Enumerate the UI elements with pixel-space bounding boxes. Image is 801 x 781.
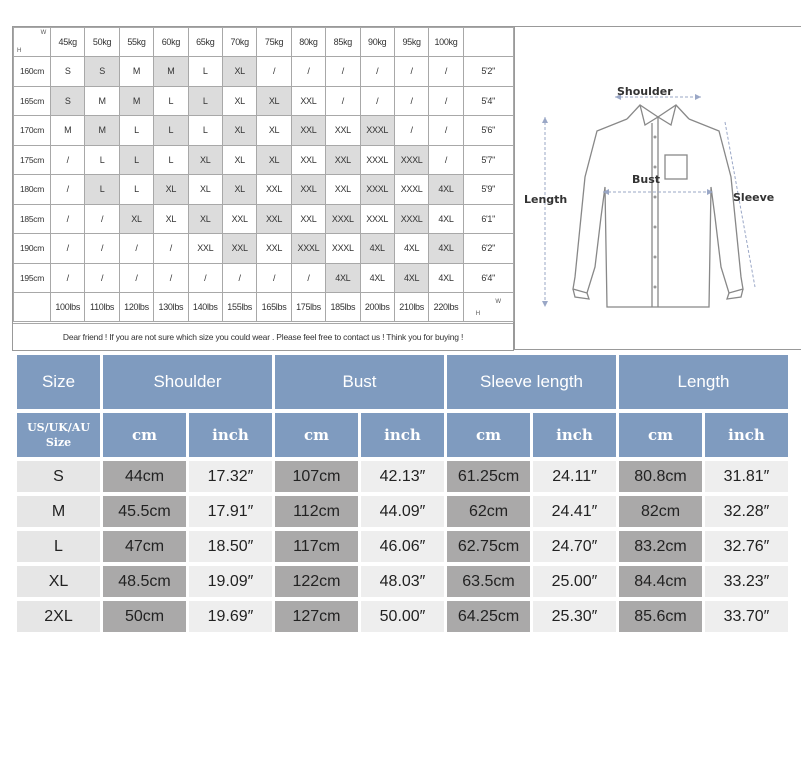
size-cell: XXXL	[360, 175, 394, 205]
header-row-main	[17, 355, 788, 409]
measurement-cm: 63.5cm	[447, 566, 530, 597]
height-cm-label: 170cm	[14, 116, 51, 146]
size-cell: /	[188, 263, 222, 293]
size-cell: XL	[188, 145, 222, 175]
size-cell: XXL	[291, 116, 325, 146]
size-cell: XXXL	[360, 145, 394, 175]
size-cell: /	[85, 204, 119, 234]
height-cm-label: 160cm	[14, 57, 51, 87]
size-cell: XXL	[222, 204, 256, 234]
size-cell: /	[85, 234, 119, 264]
size-cell: /	[51, 234, 85, 264]
height-inch-label: 5'7"	[463, 145, 513, 175]
measurement-inch: 31.81″	[705, 461, 788, 492]
measurement-cm: 85.6cm	[619, 601, 702, 632]
measurement-cm: 62.75cm	[447, 531, 530, 562]
size-cell: XXXL	[360, 204, 394, 234]
height-inch-label: 5'6"	[463, 116, 513, 146]
size-cell: XXXL	[326, 204, 360, 234]
measurement-inch: 44.09″	[361, 496, 444, 527]
size-cell: XL	[222, 145, 256, 175]
size-cell: /	[360, 57, 394, 87]
sleeve-label: Sleeve	[733, 191, 775, 204]
size-cell: /	[257, 57, 291, 87]
size-cell: /	[85, 263, 119, 293]
measurement-inch: 33.23″	[705, 566, 788, 597]
size-cell: 4XL	[360, 263, 394, 293]
height-inch-label: 6'1"	[463, 204, 513, 234]
size-label: XL	[17, 566, 100, 597]
measurement-cm: 62cm	[447, 496, 530, 527]
measurement-inch: 46.06″	[361, 531, 444, 562]
size-cell: /	[51, 175, 85, 205]
size-cell: XL	[119, 204, 153, 234]
weight-lbs-header: 130lbs	[154, 293, 188, 322]
height-weight-table	[13, 27, 514, 322]
measurement-inch: 32.28″	[705, 496, 788, 527]
size-cell: /	[394, 116, 428, 146]
grid-corner	[14, 28, 51, 57]
size-cell: L	[154, 116, 188, 146]
size-cell: 4XL	[394, 263, 428, 293]
size-cell: L	[119, 175, 153, 205]
height-row	[14, 204, 514, 234]
measurement-cm: 44cm	[103, 461, 186, 492]
unit-inch: inch	[189, 413, 272, 457]
buyer-notice: Dear friend ! If you are not sure which size you could wear . Please feel free to contact us ! Think you for buying !	[13, 323, 513, 350]
header-shoulder: Shoulder	[103, 355, 272, 409]
measurement-inch: 24.70″	[533, 531, 616, 562]
weight-kg-header: 55kg	[119, 28, 153, 57]
size-measurement-table	[14, 351, 791, 636]
size-cell: S	[51, 86, 85, 116]
size-cell: 4XL	[429, 234, 463, 264]
height-cm-label: 195cm	[14, 263, 51, 293]
height-row	[14, 86, 514, 116]
size-cell: 4XL	[326, 263, 360, 293]
weight-kg-header: 85kg	[326, 28, 360, 57]
size-cell: M	[85, 86, 119, 116]
measurement-cm: 64.25cm	[447, 601, 530, 632]
size-cell: /	[429, 145, 463, 175]
size-label: M	[17, 496, 100, 527]
header-sleeve-length: Sleeve length	[447, 355, 616, 409]
grid-corner-bottom	[463, 293, 513, 322]
weight-kg-header: 75kg	[257, 28, 291, 57]
size-cell: XXXL	[394, 175, 428, 205]
size-cell: XL	[222, 86, 256, 116]
size-cell: L	[188, 116, 222, 146]
size-cell: XXL	[291, 86, 325, 116]
size-cell: XXL	[257, 234, 291, 264]
measurement-inch: 19.09″	[189, 566, 272, 597]
weight-lbs-header: 185lbs	[326, 293, 360, 322]
measurement-cm: 84.4cm	[619, 566, 702, 597]
size-cell: XL	[188, 204, 222, 234]
measurement-cm: 47cm	[103, 531, 186, 562]
measurement-cm: 117cm	[275, 531, 358, 562]
size-cell: /	[291, 263, 325, 293]
size-cell: /	[429, 57, 463, 87]
height-row	[14, 116, 514, 146]
size-cell: /	[326, 86, 360, 116]
size-cell: XL	[222, 175, 256, 205]
size-cell: /	[394, 57, 428, 87]
weight-lbs-header: 110lbs	[85, 293, 119, 322]
measurement-inch: 50.00″	[361, 601, 444, 632]
height-inch-label: 6'4"	[463, 263, 513, 293]
bust-label: Bust	[632, 173, 661, 186]
size-cell: XL	[154, 204, 188, 234]
height-row	[14, 263, 514, 293]
size-cell: /	[51, 263, 85, 293]
height-row	[14, 57, 514, 87]
size-cell: XXXL	[394, 204, 428, 234]
weight-lbs-row	[14, 293, 514, 322]
size-row	[17, 461, 788, 492]
size-row	[17, 566, 788, 597]
size-cell: XL	[257, 86, 291, 116]
weight-kg-header: 45kg	[51, 28, 85, 57]
measurement-inch: 17.32″	[189, 461, 272, 492]
size-cell: L	[119, 116, 153, 146]
size-label: L	[17, 531, 100, 562]
weight-kg-header: 50kg	[85, 28, 119, 57]
measurement-inch: 24.11″	[533, 461, 616, 492]
weight-kg-header: 80kg	[291, 28, 325, 57]
measurement-inch: 48.03″	[361, 566, 444, 597]
measurement-cm: 127cm	[275, 601, 358, 632]
size-cell: /	[51, 145, 85, 175]
size-cell: XXL	[291, 145, 325, 175]
size-label: S	[17, 461, 100, 492]
size-cell: XXL	[222, 234, 256, 264]
weight-kg-header: 65kg	[188, 28, 222, 57]
size-cell: XXL	[326, 175, 360, 205]
size-cell: /	[119, 263, 153, 293]
size-cell: /	[394, 86, 428, 116]
weight-lbs-header: 100lbs	[51, 293, 85, 322]
size-cell: M	[154, 57, 188, 87]
header-row-units	[17, 413, 788, 457]
measurement-cm: 112cm	[275, 496, 358, 527]
size-cell: /	[154, 263, 188, 293]
header-size: Size	[17, 355, 100, 409]
size-cell: 4XL	[429, 263, 463, 293]
measurement-cm: 61.25cm	[447, 461, 530, 492]
corner-h-label: H	[17, 48, 22, 54]
size-cell: XXL	[188, 234, 222, 264]
weight-kg-header: 60kg	[154, 28, 188, 57]
measurement-inch: 32.76″	[705, 531, 788, 562]
size-cell: /	[326, 57, 360, 87]
height-cm-label: 165cm	[14, 86, 51, 116]
size-cell: XXXL	[394, 145, 428, 175]
size-cell: XXL	[257, 204, 291, 234]
size-cell: XXXL	[326, 234, 360, 264]
weight-lbs-header: 175lbs	[291, 293, 325, 322]
measurement-inch: 33.70″	[705, 601, 788, 632]
weight-kg-header: 90kg	[360, 28, 394, 57]
unit-cm: cm	[275, 413, 358, 457]
height-cm-label: 175cm	[14, 145, 51, 175]
measurement-inch: 25.30″	[533, 601, 616, 632]
unit-inch: inch	[361, 413, 444, 457]
length-label: Length	[524, 193, 568, 206]
size-cell: XXL	[291, 175, 325, 205]
height-row	[14, 145, 514, 175]
size-cell: XL	[154, 175, 188, 205]
measurement-inch: 24.41″	[533, 496, 616, 527]
size-cell: L	[188, 86, 222, 116]
weight-lbs-header: 210lbs	[394, 293, 428, 322]
size-cell: 4XL	[429, 204, 463, 234]
size-cell: /	[154, 234, 188, 264]
size-cell: L	[119, 145, 153, 175]
size-cell: /	[119, 234, 153, 264]
size-cell: /	[429, 86, 463, 116]
height-inch-label: 5'4"	[463, 86, 513, 116]
height-cm-label: 190cm	[14, 234, 51, 264]
measurement-cm: 83.2cm	[619, 531, 702, 562]
weight-kg-header: 100kg	[429, 28, 463, 57]
size-cell: M	[85, 116, 119, 146]
shoulder-label: Shoulder	[617, 85, 673, 98]
size-cell: 4XL	[360, 234, 394, 264]
size-cell: L	[85, 145, 119, 175]
unit-inch: inch	[705, 413, 788, 457]
size-cell: XL	[257, 145, 291, 175]
size-cell: 4XL	[394, 234, 428, 264]
size-cell: M	[119, 86, 153, 116]
height-row	[14, 175, 514, 205]
measurement-cm: 82cm	[619, 496, 702, 527]
size-cell: S	[85, 57, 119, 87]
measurement-cm: 80.8cm	[619, 461, 702, 492]
size-cell: S	[51, 57, 85, 87]
weight-lbs-header: 200lbs	[360, 293, 394, 322]
measurement-inch: 42.13″	[361, 461, 444, 492]
size-cell: /	[222, 263, 256, 293]
weight-kg-header: 70kg	[222, 28, 256, 57]
size-cell: XXL	[291, 204, 325, 234]
size-cell: 4XL	[429, 175, 463, 205]
measurement-cm: 107cm	[275, 461, 358, 492]
shirt-illustration	[515, 27, 801, 349]
corner-w-label: W	[495, 299, 501, 305]
unit-inch: inch	[533, 413, 616, 457]
header-bust: Bust	[275, 355, 444, 409]
size-cell: XXL	[326, 145, 360, 175]
lbs-row-blank	[14, 293, 51, 322]
corner-h-label: H	[475, 311, 480, 317]
size-recommendation-grid	[12, 26, 514, 351]
weight-lbs-header: 155lbs	[222, 293, 256, 322]
height-inch-label: 6'2"	[463, 234, 513, 264]
size-cell: XL	[257, 116, 291, 146]
height-inch-label: 5'2"	[463, 57, 513, 87]
unit-cm: cm	[619, 413, 702, 457]
measurement-cm: 122cm	[275, 566, 358, 597]
size-cell: XXL	[257, 175, 291, 205]
height-cm-label: 180cm	[14, 175, 51, 205]
size-cell: XXXL	[291, 234, 325, 264]
header-length: Length	[619, 355, 788, 409]
measurement-cm: 50cm	[103, 601, 186, 632]
weight-kg-header: 95kg	[394, 28, 428, 57]
size-cell: XXXL	[360, 116, 394, 146]
size-cell: XXL	[326, 116, 360, 146]
size-cell: XL	[222, 57, 256, 87]
weight-lbs-header: 140lbs	[188, 293, 222, 322]
unit-cm: cm	[447, 413, 530, 457]
height-inch-label: 5'9"	[463, 175, 513, 205]
size-row	[17, 531, 788, 562]
corner-w-label: W	[40, 30, 46, 36]
unit-cm: cm	[103, 413, 186, 457]
size-cell: /	[291, 57, 325, 87]
size-row	[17, 601, 788, 632]
measurement-inch: 18.50″	[189, 531, 272, 562]
measurement-cm: 45.5cm	[103, 496, 186, 527]
weight-lbs-header: 165lbs	[257, 293, 291, 322]
measurement-cm: 48.5cm	[103, 566, 186, 597]
size-cell: M	[51, 116, 85, 146]
size-cell: L	[188, 57, 222, 87]
height-cm-label: 185cm	[14, 204, 51, 234]
size-row	[17, 496, 788, 527]
size-cell: /	[51, 204, 85, 234]
measurement-inch: 19.69″	[189, 601, 272, 632]
size-cell: /	[257, 263, 291, 293]
size-cell: L	[85, 175, 119, 205]
header-size-system: US/UK/AU Size	[17, 413, 100, 457]
weight-lbs-header: 120lbs	[119, 293, 153, 322]
weight-lbs-header: 220lbs	[429, 293, 463, 322]
size-cell: M	[119, 57, 153, 87]
height-row	[14, 234, 514, 264]
size-cell: XL	[222, 116, 256, 146]
size-cell: L	[154, 86, 188, 116]
size-label: 2XL	[17, 601, 100, 632]
size-cell: /	[429, 116, 463, 146]
inch-header-blank	[463, 28, 513, 57]
measurement-inch: 25.00″	[533, 566, 616, 597]
shirt-measurement-diagram	[514, 26, 801, 350]
weight-kg-row	[14, 28, 514, 57]
size-cell: /	[360, 86, 394, 116]
size-cell: XL	[188, 175, 222, 205]
measurement-inch: 17.91″	[189, 496, 272, 527]
size-cell: L	[154, 145, 188, 175]
